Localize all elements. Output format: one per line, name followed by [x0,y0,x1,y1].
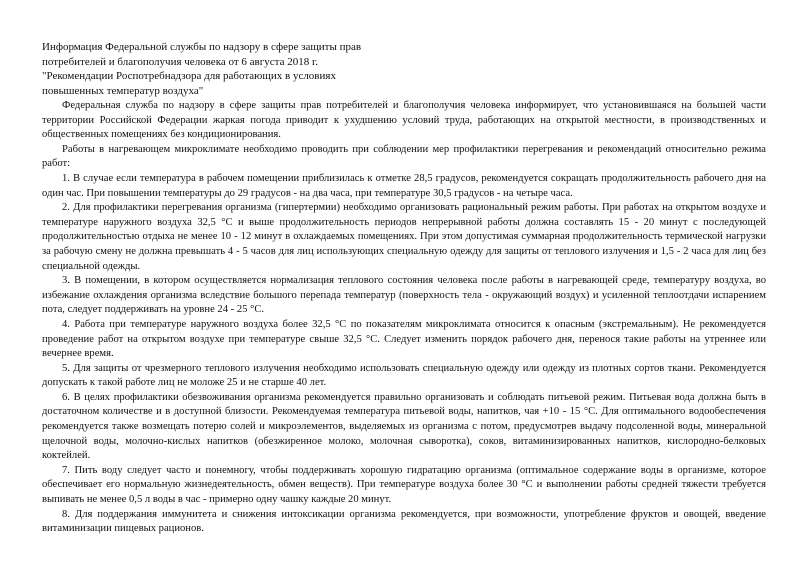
recommendation-item-2: 2. Для профилактики перегревания организма (гипертермии) необходимо организовать рациональный режим работы. При работах на открытом воздухе и температуре наружного воздуха 32,5 °С и выше продолжительность периодов непрерывной работы должна составлять 15 - 20 минут с последующей продолжительностью отдыха не менее 10 - 12 минут в охлаждаемых помещениях. При этом допустимая суммарная продолжительность термической нагрузки за рабочую смену не должна превышать 4 - 5 часов для лиц использующих специальную одежду для защиты от теплового излучения и 1,5 - 2 часа для лиц без специальной одежды. [42,202,766,272]
recommendation-item-1: 1. В случае если температура в рабочем помещении приблизилась к отметке 28,5 градусов, рекомендуется сокращать продолжительность рабочего дня на один час. При повышении температуры до 29 градусов - на два часа, при температуре 30,5 градусов - на четыре часа. [42,172,766,199]
recommendation-item-6: 6. В целях профилактики обезвоживания организма рекомендуется правильно организовать и соблюдать питьевой режим. Питьевая вода должна быть в достаточном количестве и в доступной близости. Рекомендуемая температура питьевой воды, напитков, чая +10 - 15 °С. Для оптимального водообеспечения рекомендуется также возмещать потерю солей и микроэлементов, выделяемых из организма с потом, предусмотрев выдачу подсоленной воды, минеральной щелочной воды, молочно-кислых напитков (обезжиренное молоко, молочная сыворотка), соков, витаминизированных напитков, кислородно-белковых коктейлей. [42,391,766,462]
regime-paragraph: Работы в нагревающем микроклимате необходимо проводить при соблюдении мер профилактики перегревания и рекомендаций относительно режима работ: [42,143,766,170]
recommendation-item-3: 3. В помещении, в котором осуществляется нормализация теплового состояния человека после работы в нагревающей среде, температуру воздуха, во избежание охлаждения организма вследствие большого перепада температур (поверхность тела - окружающий воздух) и усиленной теплоотдачи испарением пота, следует поддерживать на уровне 24 - 25 °С. [42,275,766,316]
document-title [42,40,402,98]
title-line: "Рекомендации Роспотребнадзора для работающих в условиях [42,70,336,82]
document-body [42,99,766,537]
title-line: повышенных температур воздуха" [42,84,204,97]
title-line: потребителей и благополучия человека от 6 августа 2018 г. [42,55,318,68]
recommendation-item-5: 5. Для защиты от чрезмерного теплового излучения необходимо использовать специальную одежду или одежду из плотных сортов ткани. Рекомендуется допускать к такой работе лиц не моложе 25 и не старше 40 лет. [42,362,766,389]
recommendation-item-8: 8. Для поддержания иммунитета и снижения интоксикации организма рекомендуется, при возможности, употребление фруктов и овощей, введение витаминизации пищевых рационов. [42,508,766,535]
title-line: Информация Федеральной службы по надзору в сфере защиты прав [42,41,362,53]
recommendation-item-7: 7. Пить воду следует часто и понемногу, чтобы поддерживать хорошую гидратацию организма (оптимальное содержание воды в организме, которое обеспечивает его нормальную жизнедеятельность, обмен веществ). При температуре воздуха более 30 °С и выполнении работы средней тяжести требуется выпивать не менее 0,5 л воды в час - примерно одну чашку каждые 20 минут. [42,464,766,506]
recommendation-item-4: 4. Работа при температуре наружного воздуха более 32,5 °С по показателям микроклимата относится к опасным (экстремальным). Не рекомендуется проведение работ на открытом воздухе при температуре свыше 32,5 °С. Следует изменить порядок рабочего дня, перенося такие работы на утреннее или вечернее время. [42,318,766,360]
intro-paragraph: Федеральная служба по надзору в сфере защиты прав потребителей и благополучия человека информирует, что установившаяся на большей части территории Российской Федерации жаркая погода приводит к ухудшению условий труда, работающих на открытой местности, в производственных и общественных помещениях без кондиционирования. [42,100,766,141]
